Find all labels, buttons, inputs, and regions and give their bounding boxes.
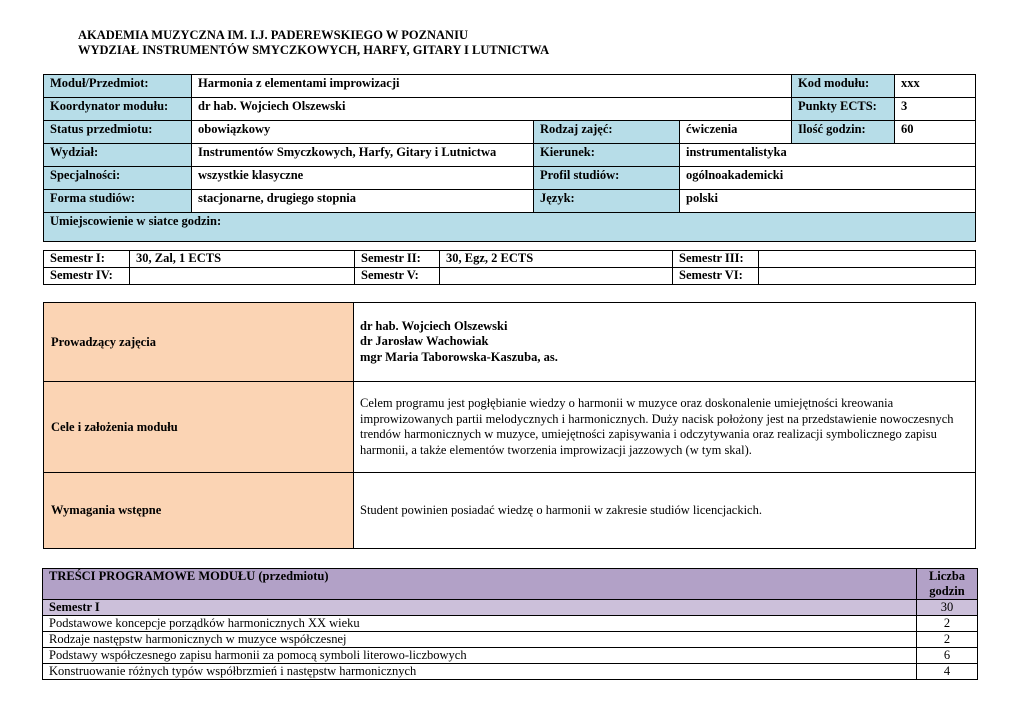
semester-2-label: Semestr II: bbox=[355, 251, 440, 268]
coordinator-value: dr hab. Wojciech Olszewski bbox=[192, 98, 792, 121]
module-details-table bbox=[43, 302, 976, 549]
semester-4-value bbox=[130, 268, 355, 285]
specialty-label: Specjalności: bbox=[44, 167, 192, 190]
table-row: Podstawowe koncepcje porządków harmonicznych XX wieku bbox=[43, 616, 917, 632]
instructors-label: Prowadzący zajęcia bbox=[44, 303, 354, 382]
goals-text: Celem programu jest pogłębianie wiedzy o harmonii w muzyce oraz doskonalenie umiejętności kreowania improwizowanych partii melodycznych i harmonicznych. Duży nacisk położony jest na przedstawienie nowoczesnych trendów harmonicznych w muzyce, umiejętności zapisywania i odczytywania oraz realizacji symbolicznego zapisu harmonii, a także elementów tworzenia improwizacji jazzowych (w tym skal). bbox=[354, 382, 976, 473]
semester-5-label: Semestr V: bbox=[355, 268, 440, 285]
module-info-table bbox=[43, 74, 976, 242]
semester-row-label: Semestr I bbox=[43, 600, 917, 616]
direction-label: Kierunek: bbox=[534, 144, 680, 167]
instructors-list bbox=[354, 303, 976, 382]
ects-value: 3 bbox=[895, 98, 976, 121]
institution-name: AKADEMIA MUZYCZNA IM. I.J. PADEREWSKIEGO W POZNANIU bbox=[78, 28, 468, 42]
instructor-2: dr Jarosław Wachowiak bbox=[360, 334, 489, 349]
direction-value: instrumentalistyka bbox=[680, 144, 976, 167]
program-content-table bbox=[42, 568, 978, 680]
study-form-label: Forma studiów: bbox=[44, 190, 192, 213]
study-form-value: stacjonarne, drugiego stopnia bbox=[192, 190, 534, 213]
profile-value: ogólnoakademicki bbox=[680, 167, 976, 190]
semester-1-value: 30, Zal, 1 ECTS bbox=[130, 251, 355, 268]
faculty-label: Wydział: bbox=[44, 144, 192, 167]
semester-table bbox=[43, 250, 976, 285]
semester-1-label: Semestr I: bbox=[44, 251, 130, 268]
module-label: Moduł/Przedmiot: bbox=[44, 75, 192, 98]
language-value: polski bbox=[680, 190, 976, 213]
semester-2-value: 30, Egz, 2 ECTS bbox=[440, 251, 673, 268]
requirements-text: Student powinien posiadać wiedzę o harmonii w zakresie studiów licencjackich. bbox=[354, 473, 976, 549]
faculty-value: Instrumentów Smyczkowych, Harfy, Gitary i Lutnictwa bbox=[192, 144, 534, 167]
requirements-label: Wymagania wstępne bbox=[44, 473, 354, 549]
content-title: TREŚCI PROGRAMOWE MODUŁU (przedmiotu) bbox=[43, 569, 917, 600]
class-type-value: ćwiczenia bbox=[680, 121, 792, 144]
ects-label: Punkty ECTS: bbox=[792, 98, 895, 121]
language-label: Język: bbox=[534, 190, 680, 213]
semester-6-label: Semestr VI: bbox=[673, 268, 759, 285]
hours-value: 60 bbox=[895, 121, 976, 144]
hours-label: Ilość godzin: bbox=[792, 121, 895, 144]
semester-5-value bbox=[440, 268, 673, 285]
semester-3-value bbox=[759, 251, 976, 268]
faculty-name: WYDZIAŁ INSTRUMENTÓW SMYCZKOWYCH, HARFY, GITARY I LUTNICTWA bbox=[78, 43, 550, 57]
status-label: Status przedmiotu: bbox=[44, 121, 192, 144]
placement-label: Umiejscowienie w siatce godzin: bbox=[44, 213, 976, 242]
hours-header: Liczba godzin bbox=[917, 569, 978, 600]
table-row: Konstruowanie różnych typów współbrzmień i następstw harmonicznych bbox=[43, 664, 917, 680]
table-row: Rodzaje następstw harmonicznych w muzyce współczesnej bbox=[43, 632, 917, 648]
specialty-value: wszystkie klasyczne bbox=[192, 167, 534, 190]
goals-label: Cele i założenia modułu bbox=[44, 382, 354, 473]
module-value: Harmonia z elementami improwizacji bbox=[192, 75, 792, 98]
profile-label: Profil studiów: bbox=[534, 167, 680, 190]
semester-row-hours: 30 bbox=[917, 600, 978, 616]
semester-6-value bbox=[759, 268, 976, 285]
instructor-1: dr hab. Wojciech Olszewski bbox=[360, 318, 508, 333]
table-row: Podstawy współczesnego zapisu harmonii za pomocą symboli literowo-liczbowych bbox=[43, 648, 917, 664]
module-code-label: Kod modułu: bbox=[792, 75, 895, 98]
semester-3-label: Semestr III: bbox=[673, 251, 759, 268]
row-hours: 2 bbox=[917, 632, 978, 648]
status-value: obowiązkowy bbox=[192, 121, 534, 144]
instructor-3: mgr Maria Taborowska-Kaszuba, as. bbox=[360, 349, 558, 364]
coordinator-label: Koordynator modułu: bbox=[44, 98, 192, 121]
module-code-value: xxx bbox=[895, 75, 976, 98]
semester-4-label: Semestr IV: bbox=[44, 268, 130, 285]
row-hours: 2 bbox=[917, 616, 978, 632]
row-hours: 4 bbox=[917, 664, 978, 680]
class-type-label: Rodzaj zajęć: bbox=[534, 121, 680, 144]
row-hours: 6 bbox=[917, 648, 978, 664]
